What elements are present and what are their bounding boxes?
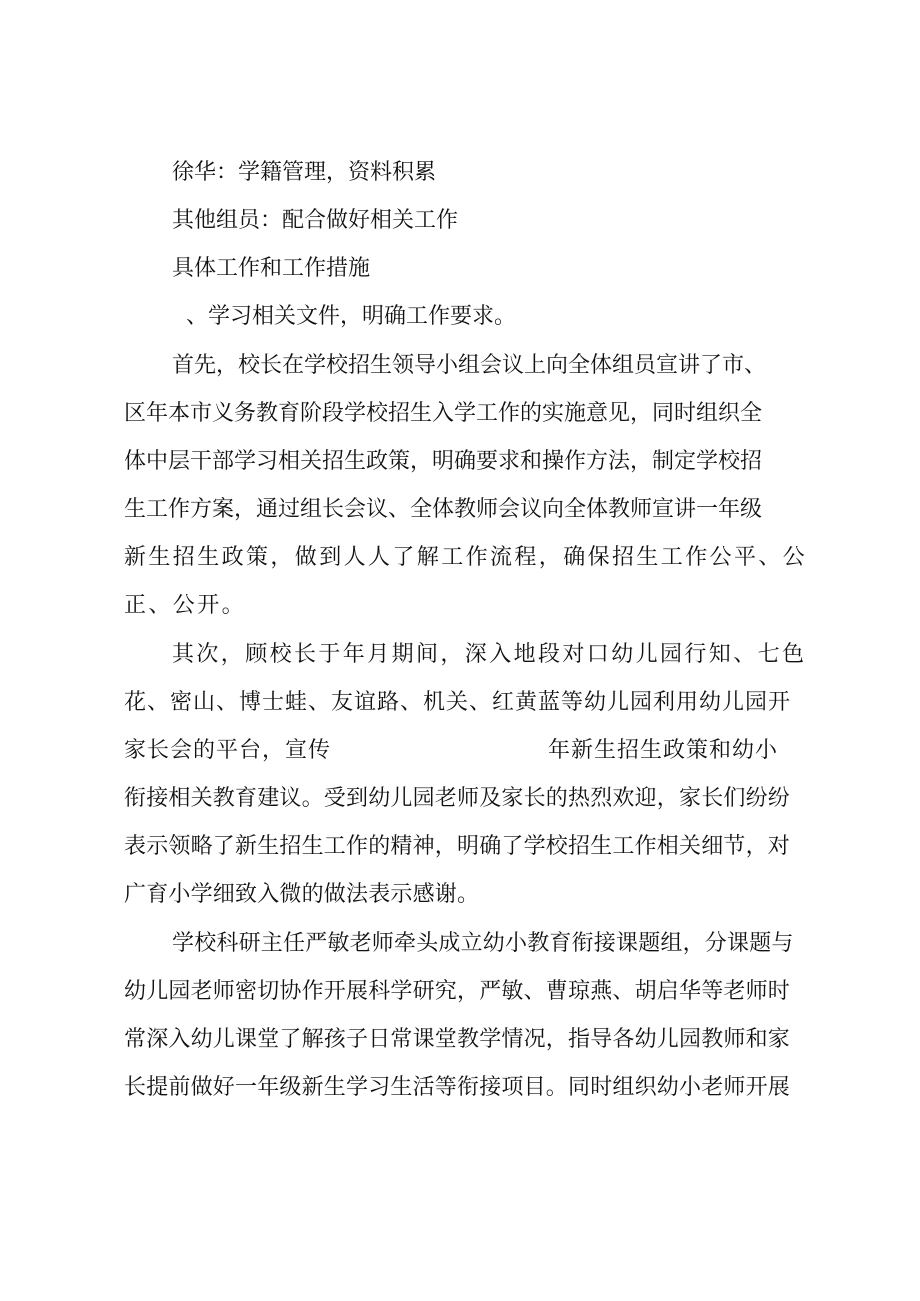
paragraph-3-line-2: 幼儿园老师密切协作开展科学研究，严敏、曹琼燕、胡启华等老师时: [124, 979, 791, 1004]
paragraph-3-line-4: 长提前做好一年级新生学习生活等衔接项目。同时组织幼小老师开展: [124, 1075, 791, 1100]
paragraph-1-line-5: 新生招生政策，做到人人了解工作流程，确保招生工作公平、公: [124, 545, 808, 570]
paragraph-3-line-1: 学校科研主任严敏老师牵头成立幼小教育衔接课题组，分课题与: [172, 931, 794, 956]
paragraph-1-line-3: 体中层干部学习相关招生政策，明确要求和操作方法，制定学校招: [124, 449, 763, 474]
subheading-study-documents: 、学习相关文件，明确工作要求。: [186, 304, 517, 329]
section-heading: 具体工作和工作措施: [172, 256, 371, 281]
paragraph-1-line-2: 区年本市义务教育阶段学校招生入学工作的实施意见，同时组织全: [124, 401, 763, 426]
paragraph-3-line-3: 常深入幼儿课堂了解孩子日常课堂教学情况，指导各幼儿园教师和家: [124, 1027, 791, 1052]
paragraph-1-line-1: 首先，校长在学校招生领导小组会议上向全体组员宣讲了市、: [172, 353, 767, 378]
paragraph-2-line-1: 其次，顾校长于年月期间，深入地段对口幼儿园行知、七色: [172, 642, 807, 667]
paragraph-2-line-6: 广育小学细致入微的做法表示感谢。: [124, 882, 480, 907]
line-duties-xuhua: 徐华：学籍管理，资料积累: [172, 160, 437, 185]
paragraph-2-line-3a: 家长会的平台，宣传: [124, 738, 332, 763]
paragraph-1-line-4: 生工作方案，通过组长会议、全体教师会议向全体教师宣讲一年级: [124, 497, 763, 522]
line-duties-members: 其他组员：配合做好相关工作: [172, 208, 459, 233]
paragraph-2-line-3b: 年新生招生政策和幼小: [548, 738, 779, 763]
paragraph-2-line-4: 衔接相关教育建议。受到幼儿园老师及家长的热烈欢迎，家长们纷纷: [124, 786, 791, 811]
paragraph-1-line-6: 正、公开。: [124, 593, 247, 618]
paragraph-2-line-2: 花、密山、博士蛙、友谊路、机关、红黄蓝等幼儿园利用幼儿园开: [124, 690, 792, 715]
paragraph-2-line-5: 表示领略了新生招生工作的精神，明确了学校招生工作相关细节，对: [124, 834, 791, 859]
